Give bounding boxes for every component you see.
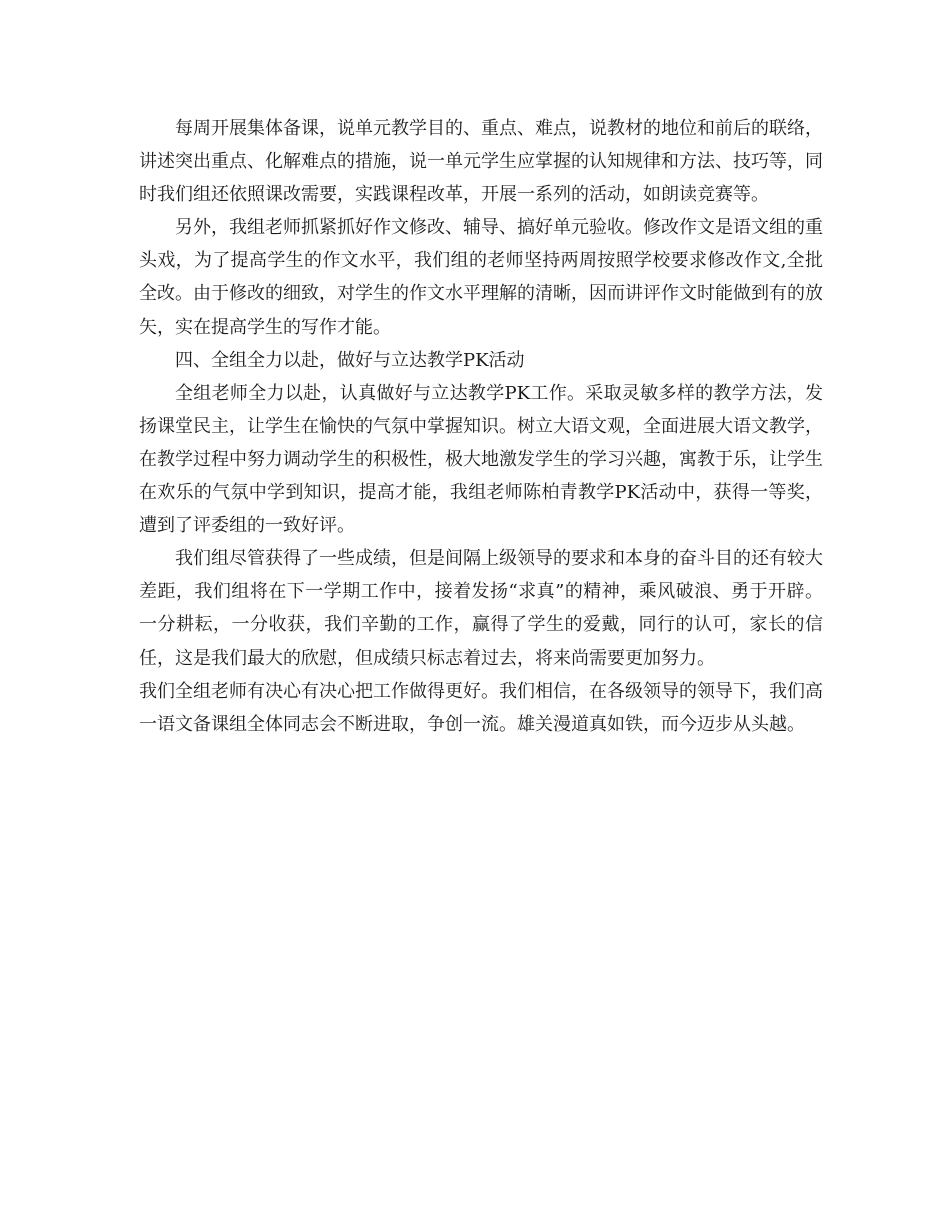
paragraph-achievements: 我们组尽管获得了一些成绩，但是间隔上级领导的要求和本身的奋斗目的还有较大差距，我们组将在下一学期工作中，接着发扬“求真”的精神，乘风破浪、勇于开辟。一分耕耘，一分收获，我们辛勤的工作，赢得了学生的爱戴，同行的认可，家长的信任，这是我们最大的欣慰，但成绩只标志着过去，将来尚需要更加努力。	[139, 548, 823, 669]
section-heading-pk-activity: 四、全组全力以赴，做好与立达教学PK活动	[175, 349, 525, 371]
paragraph-conclusion: 我们全组老师有决心有决心把工作做得更好。我们相信，在各级领导的领导下，我们高一语文备课组全体同志会不断进取，争创一流。雄关漫道真如铁，而今迈步从头越。	[139, 680, 823, 735]
paragraph-composition-revision: 另外，我组老师抓紧抓好作文修改、辅导、搞好单元验收。修改作文是语文组的重头戏，为了提高学生的作文水平，我们组的老师坚持两周按照学校要求修改作文,全批全改。由于修改的细致，对学生的作文水平理解的清晰，因而讲评作文时能做到有的放矢，实在提高学生的写作才能。	[139, 217, 823, 338]
paragraph-pk-activity: 全组老师全力以赴，认真做好与立达教学PK工作。采取灵敏多样的教学方法，发扬课堂民主，让学生在愉快的气氛中掌握知识。树立大语文观，全面进展大语文教学，在教学过程中努力调动学生的积极性，极大地激发学生的学习兴趣，寓教于乐，让学生在欢乐的气氛中学到知识，提高才能，我组老师陈柏青教学PK活动中，获得一等奖，遭到了评委组的一致好评。	[139, 382, 823, 537]
paragraph-collective-lesson-prep: 每周开展集体备课，说单元教学目的、重点、难点，说教材的地位和前后的联络，讲述突出重点、化解难点的措施，说一单元学生应掌握的认知规律和方法、技巧等，同时我们组还依照课改需要，实践课程改革，开展一系列的活动，如朗读竞赛等。	[139, 118, 823, 206]
document-body	[139, 112, 823, 741]
